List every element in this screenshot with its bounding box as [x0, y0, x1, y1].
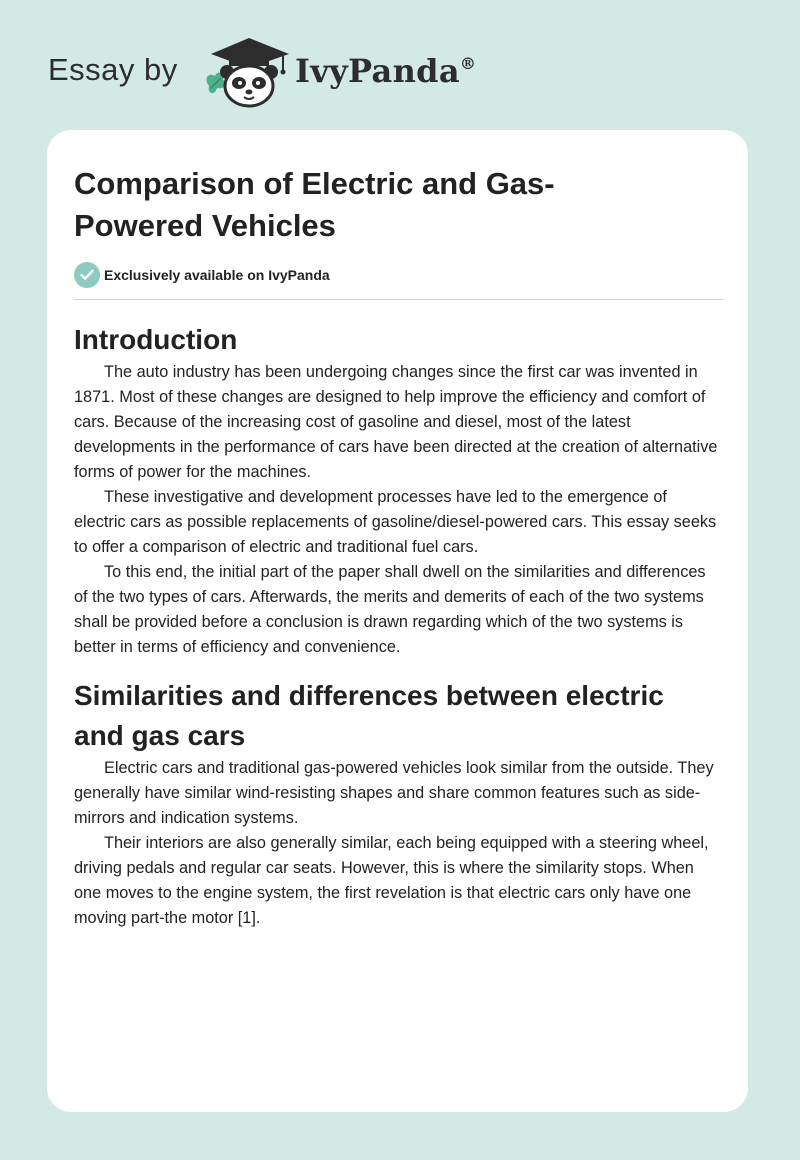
panda-logo-icon — [203, 36, 295, 108]
section-heading-similarities: Similarities and differences between electric and gas cars — [74, 680, 664, 751]
brand-prefix: Essay by — [48, 52, 178, 87]
essay-card — [47, 130, 748, 1112]
paragraph: Electric cars and traditional gas-powered vehicles look similar from the outside. They generally have similar wind-resisting shapes and share common features such as side-mirrors and indication systems. — [74, 759, 714, 827]
registered-mark: ® — [459, 54, 477, 73]
essay-content — [74, 163, 723, 931]
exclusive-label: Exclusively available on IvyPanda — [104, 267, 330, 283]
paragraph: To this end, the initial part of the paper shall dwell on the similarities and differences of the two types of cars. Afterwards, the merits and demerits of each of the two systems shall be provided before a conclusion is drawn regarding which of the two systems is better in terms of efficiency and convenience. — [74, 563, 706, 656]
paragraph: Their interiors are also generally similar, each being equipped with a steering wheel, driving pedals and regular car seats. However, this is where the similarity stops. When one moves to the engine system, the first revelation is that electric cars only have one moving part-the motor [1]. — [74, 834, 709, 927]
brand-name[interactable]: IvyPanda® — [295, 52, 477, 90]
essay-title: Comparison of Electric and Gas- Powered Vehicles — [74, 166, 555, 243]
exclusive-badge — [74, 261, 723, 289]
paragraph: These investigative and development processes have led to the emergence of electric cars as possible replacements of gasoline/diesel-powered cars. This essay seeks to offer a comparison of electric and traditional fuel cars. — [74, 488, 717, 556]
paragraph: The auto industry has been undergoing changes since the first car was invented in 1871. Most of these changes are designed to help improve the efficiency and comfort of cars. Because of the increasing cost of gasoline and diesel, most of the latest developments in the performance of cars have been directed at the creation of alternative forms of power for the machines. — [74, 363, 718, 481]
check-icon — [74, 262, 100, 288]
site-header — [48, 30, 548, 110]
title-divider — [74, 299, 723, 300]
section-heading-introduction: Introduction — [74, 324, 238, 355]
